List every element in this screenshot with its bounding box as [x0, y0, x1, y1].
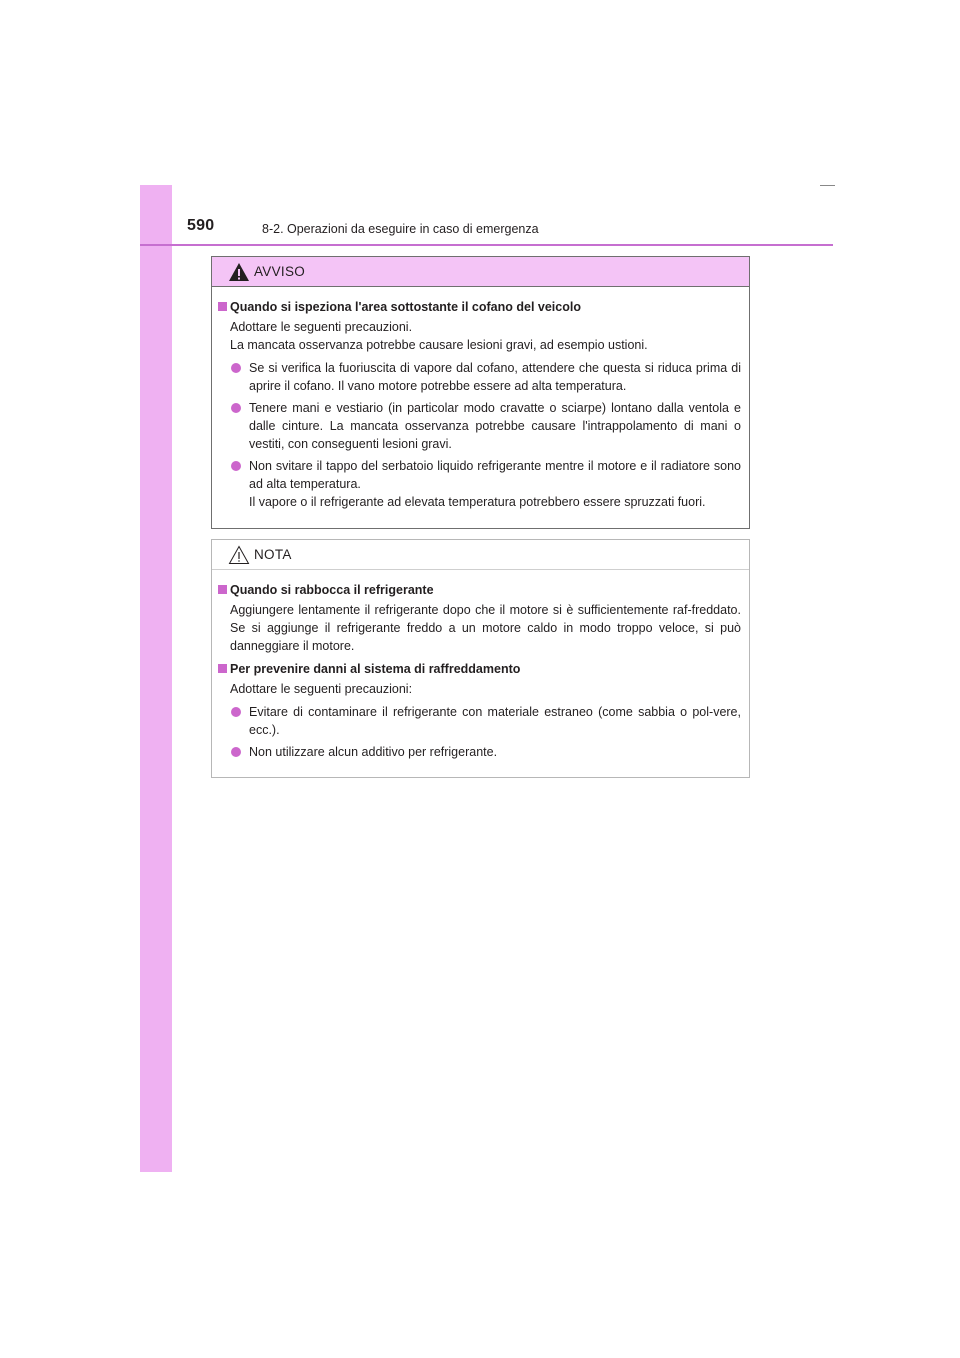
- square-bullet-icon: [218, 302, 227, 311]
- warning-bullet-text: Tenere mani e vestiario (in particolar modo cravatte o sciarpe) lontano dalla ventola e dalle cinture. La mancata osservanza potrebbe causare l'intrappolamento di mani o vestiti, con conseguenti lesioni gravi.: [249, 401, 741, 451]
- note-heading-text: Quando si rabbocca il refrigerante: [230, 583, 434, 597]
- note-header: [212, 540, 749, 570]
- round-bullet-icon: [231, 363, 241, 373]
- note-bullet-text: Evitare di contaminare il refrigerante con materiale estraneo (come sabbia o pol-vere, ecc.).: [249, 705, 741, 737]
- warning-heading-text: Quando si ispeziona l'area sottostante il cofano del veicolo: [230, 300, 581, 314]
- note-bullet: [218, 703, 741, 739]
- warning-bullet: [218, 457, 741, 511]
- warning-header: [212, 257, 749, 287]
- note-content: [212, 570, 749, 761]
- section-title: 8-2. Operazioni da eseguire in caso di emergenza: [262, 222, 539, 236]
- note-intro-2: Adottare le seguenti precauzioni:: [230, 682, 413, 696]
- square-bullet-icon: [218, 664, 227, 673]
- header-rule: [140, 244, 833, 246]
- square-bullet-icon: [218, 585, 227, 594]
- warning-bullet-text: Non svitare il tappo del serbatoio liquido refrigerante mentre il motore e il radiatore sono ad alta temperatura.: [249, 459, 741, 491]
- warning-bullet-extra: Il vapore o il refrigerante ad elevata temperatura potrebbero essere spruzzati fuori.: [249, 495, 706, 509]
- warning-label: AVVISO: [254, 264, 306, 279]
- round-bullet-icon: [231, 707, 241, 717]
- warning-bullet: [218, 359, 741, 395]
- warning-intro-line2: La mancata osservanza potrebbe causare lesioni gravi, ad esempio ustioni.: [230, 338, 648, 352]
- page-number: 590: [187, 217, 215, 234]
- side-tab-strip: [140, 185, 172, 1172]
- warning-heading: [218, 298, 741, 316]
- warning-bullet-text: Se si verifica la fuoriuscita di vapore dal cofano, attendere che questa si riduca prima di aprire il cofano. Il vano motore potrebbe essere ad alta temperatura.: [249, 361, 741, 393]
- round-bullet-icon: [231, 747, 241, 757]
- round-bullet-icon: [231, 461, 241, 471]
- warning-triangle-icon: [228, 262, 250, 282]
- note-bullet: [218, 743, 741, 761]
- note-label: NOTA: [254, 547, 292, 562]
- crop-mark: [820, 185, 835, 186]
- warning-bullet: [218, 399, 741, 453]
- warning-intro-line1: Adottare le seguenti precauzioni.: [230, 320, 413, 334]
- warning-box: [211, 256, 750, 529]
- note-heading-2: [218, 660, 741, 678]
- note-heading-text: Per prevenire danni al sistema di raffreddamento: [230, 662, 521, 676]
- warning-intro: [218, 318, 741, 354]
- round-bullet-icon: [231, 403, 241, 413]
- note-heading-1: [218, 581, 741, 599]
- note-bullet-text: Non utilizzare alcun additivo per refrigerante.: [249, 745, 498, 759]
- note-text-1: Aggiungere lentamente il refrigerante dopo che il motore si è sufficientemente raf-freddato. Se si aggiunge il refrigerante freddo a un motore caldo in modo troppo veloce, si può danneggiare il motore.: [230, 603, 741, 653]
- note-box: [211, 539, 750, 778]
- caution-triangle-icon: [228, 545, 250, 565]
- warning-content: [212, 287, 749, 511]
